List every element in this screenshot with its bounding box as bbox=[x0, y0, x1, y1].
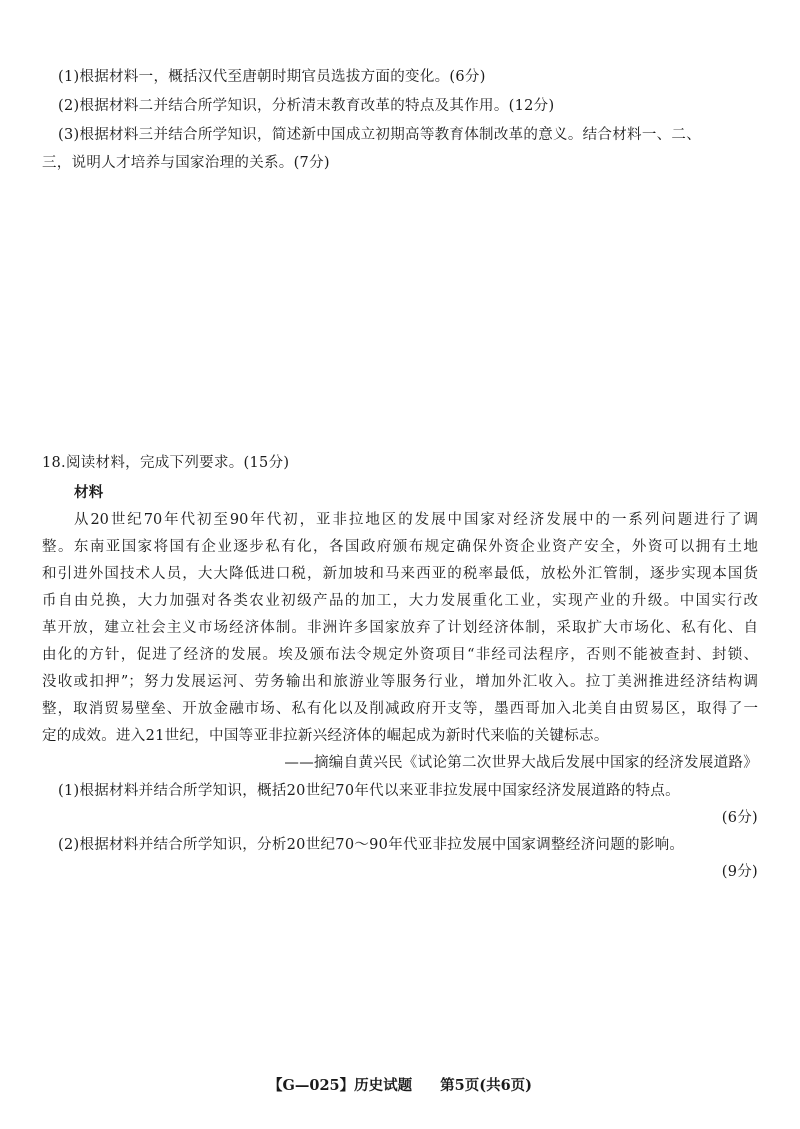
page-footer bbox=[0, 1074, 800, 1095]
material-line: 由化的方针，促进了经济的发展。埃及颁布法令规定外资项目“非经司法程序，否则不能被查封、封锁、 bbox=[42, 647, 758, 663]
question-18-2: (2)根据材料并结合所学知识，分析20世纪70～90年代亚非拉发展中国家调整经济问题的影响。 bbox=[58, 837, 685, 853]
page-number: 第5页(共6页) bbox=[440, 1077, 533, 1094]
question-18-1-score: (6分) bbox=[721, 810, 758, 826]
question-17-1: (1)根据材料一，概括汉代至唐朝时期官员选拔方面的变化。(6分) bbox=[58, 69, 486, 85]
question-18-heading: 18.阅读材料，完成下列要求。(15分) bbox=[42, 455, 290, 471]
exam-code: 【G—025】历史试题 bbox=[267, 1077, 413, 1094]
question-18-2-score: (9分) bbox=[721, 864, 758, 880]
material-line: 革开放，建立社会主义市场经济体制。非洲许多国家放弃了计划经济体制，采取扩大市场化、私有化、自 bbox=[42, 620, 758, 636]
material-line: 币自由兑换，大力加强对各类农业初级产品的加工，大力发展重化工业，实现产业的升级。中国实行改 bbox=[42, 593, 758, 609]
material-source: ——摘编自黄兴民《试论第二次世界大战后发展中国家的经济发展道路》 bbox=[284, 755, 758, 771]
material-line: 和引进外国技术人员，大大降低进口税，新加坡和马来西亚的税率最低，放松外汇管制，逐步实现本国货 bbox=[42, 566, 758, 582]
material-line: 定的成效。进入21世纪，中国等亚非拉新兴经济体的崛起成为新时代来临的关键标志。 bbox=[42, 728, 609, 744]
question-17-3-line1: (3)根据材料三并结合所学知识，简述新中国成立初期高等教育体制改革的意义。结合材料一、二、 bbox=[58, 127, 702, 143]
material-line: 整，取消贸易壁垒、开放金融市场、私有化以及削减政府开支等，墨西哥加入北美自由贸易区，取得了一 bbox=[42, 701, 758, 717]
material-line: 从20世纪70年代初至90年代初，亚非拉地区的发展中国家对经济发展中的一系列问题进行了调 bbox=[74, 512, 758, 528]
question-17-2: (2)根据材料二并结合所学知识，分析清末教育改革的特点及其作用。(12分) bbox=[58, 98, 555, 114]
question-17-3-line2: 三，说明人才培养与国家治理的关系。(7分) bbox=[42, 155, 330, 171]
material-line: 整。东南亚国家将国有企业逐步私有化，各国政府颁布规定确保外资企业资产安全，外资可以拥有土地 bbox=[42, 539, 758, 555]
material-line: 没收或扣押”；努力发展运河、劳务输出和旅游业等服务行业，增加外汇收入。拉丁美洲推进经济结构调 bbox=[42, 674, 758, 690]
question-18-1: (1)根据材料并结合所学知识，概括20世纪70年代以来亚非拉发展中国家经济发展道路的特点。 bbox=[58, 783, 680, 799]
material-label: 材料 bbox=[74, 484, 104, 501]
